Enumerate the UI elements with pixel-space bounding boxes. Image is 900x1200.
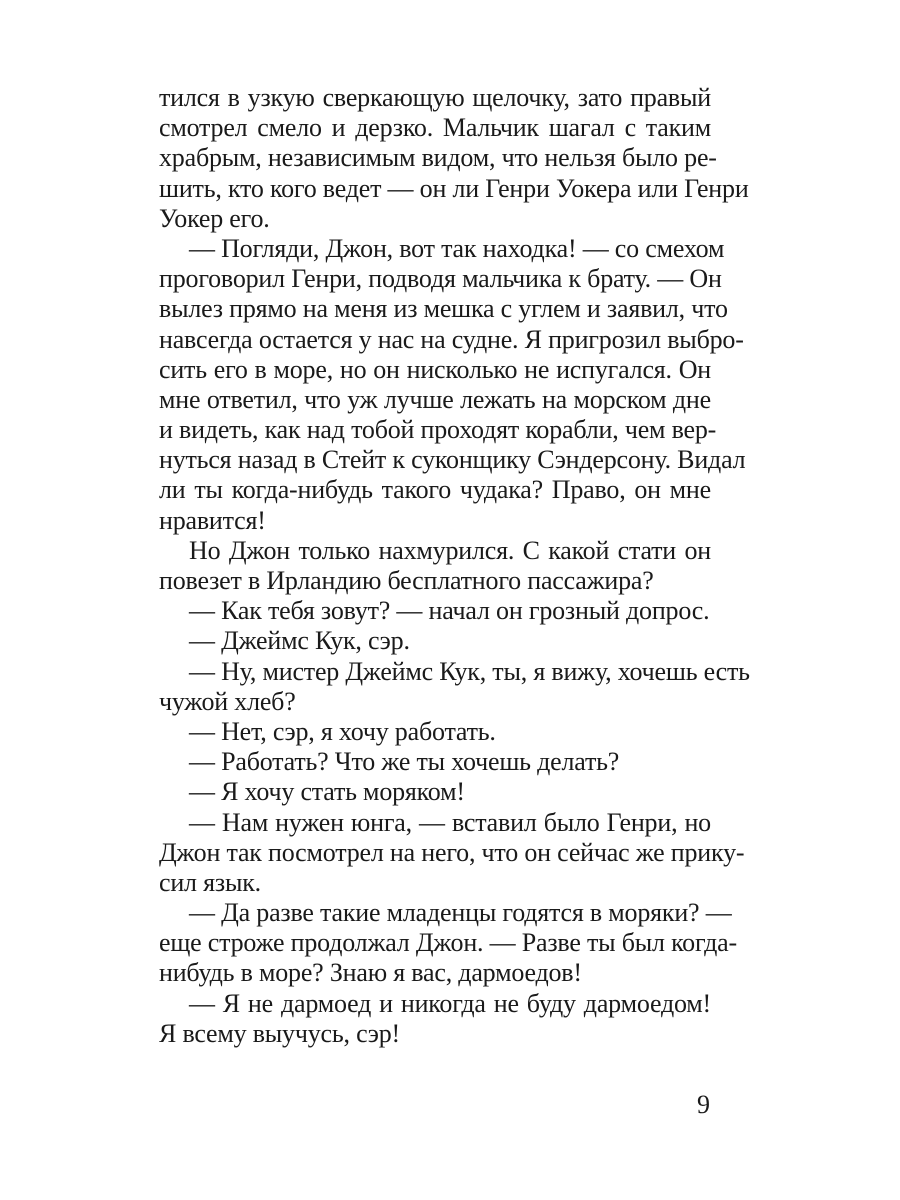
text-line: — Я не дармоед и никогда не буду дармоедом! bbox=[189, 988, 711, 1018]
text-line: вылез прямо на меня из мешка с углем и заявил, что bbox=[159, 294, 728, 324]
text-line: — Я хочу стать моряком! bbox=[189, 777, 465, 807]
text-line: Я всему выучусь, сэр! bbox=[159, 1018, 401, 1048]
text-line: — Нам нужен юнга, — вставил было Генри, но bbox=[189, 807, 711, 837]
text-line: Уокер его. bbox=[159, 203, 270, 233]
text-line: проговорил Генри, подводя мальчика к брату. — Он bbox=[159, 264, 722, 294]
text-line: нравится! bbox=[159, 505, 266, 535]
text-line: повезет в Ирландию бесплатного пассажира? bbox=[159, 566, 654, 595]
text-line: Джон так посмотрел на него, что он сейчас же прику- bbox=[159, 837, 745, 867]
text-line: — Погляди, Джон, вот так находка! — со смехом bbox=[189, 233, 725, 263]
text-line: храбрым, независимым видом, что нельзя было ре- bbox=[159, 143, 717, 173]
text-line: — Как тебя зовут? — начал он грозный допрос. bbox=[189, 596, 710, 626]
page-body-text bbox=[159, 83, 750, 1049]
text-line: сил язык. bbox=[159, 867, 261, 897]
text-line: — Джеймс Кук, сэр. bbox=[189, 626, 410, 656]
page-number: 9 bbox=[697, 1090, 710, 1119]
text-line: еще строже продолжал Джон. — Разве ты был когда- bbox=[159, 928, 737, 958]
text-line: — Ну, мистер Джеймс Кук, ты, я вижу, хочешь есть bbox=[189, 656, 750, 686]
text-line: мне ответил, что уж лучше лежать на морском дне bbox=[159, 384, 711, 414]
text-line: навсегда остается у нас на судне. Я пригрозил выбро- bbox=[159, 324, 744, 354]
text-line: нибудь в море? Знаю я вас, дармоедов! bbox=[159, 958, 582, 988]
text-line: — Да разве такие младенцы годятся в моряки? — bbox=[189, 898, 732, 928]
text-line: Но Джон только нахмурился. С какой стати он bbox=[189, 535, 711, 565]
text-line: и видеть, как над тобой проходят корабли, чем вер- bbox=[159, 415, 717, 445]
text-line: — Работать? Что же ты хочешь делать? bbox=[189, 747, 620, 777]
text-line: тился в узкую сверкающую щелочку, зато правый bbox=[159, 83, 711, 112]
text-line: — Нет, сэр, я хочу работать. bbox=[189, 716, 496, 746]
text-line: смотрел смело и дерзко. Мальчик шагал с таким bbox=[159, 113, 711, 143]
text-line: чужой хлеб? bbox=[159, 686, 296, 716]
text-line: нуться назад в Стейт к суконщику Сэндерсону. Видал bbox=[159, 445, 746, 475]
text-line: ли ты когда-нибудь такого чудака? Право, он мне bbox=[159, 475, 711, 505]
text-line: сить его в море, но он нисколько не испугался. Он bbox=[159, 354, 711, 384]
text-line: шить, кто кого ведет — он ли Генри Уокера или Генри bbox=[159, 173, 749, 203]
